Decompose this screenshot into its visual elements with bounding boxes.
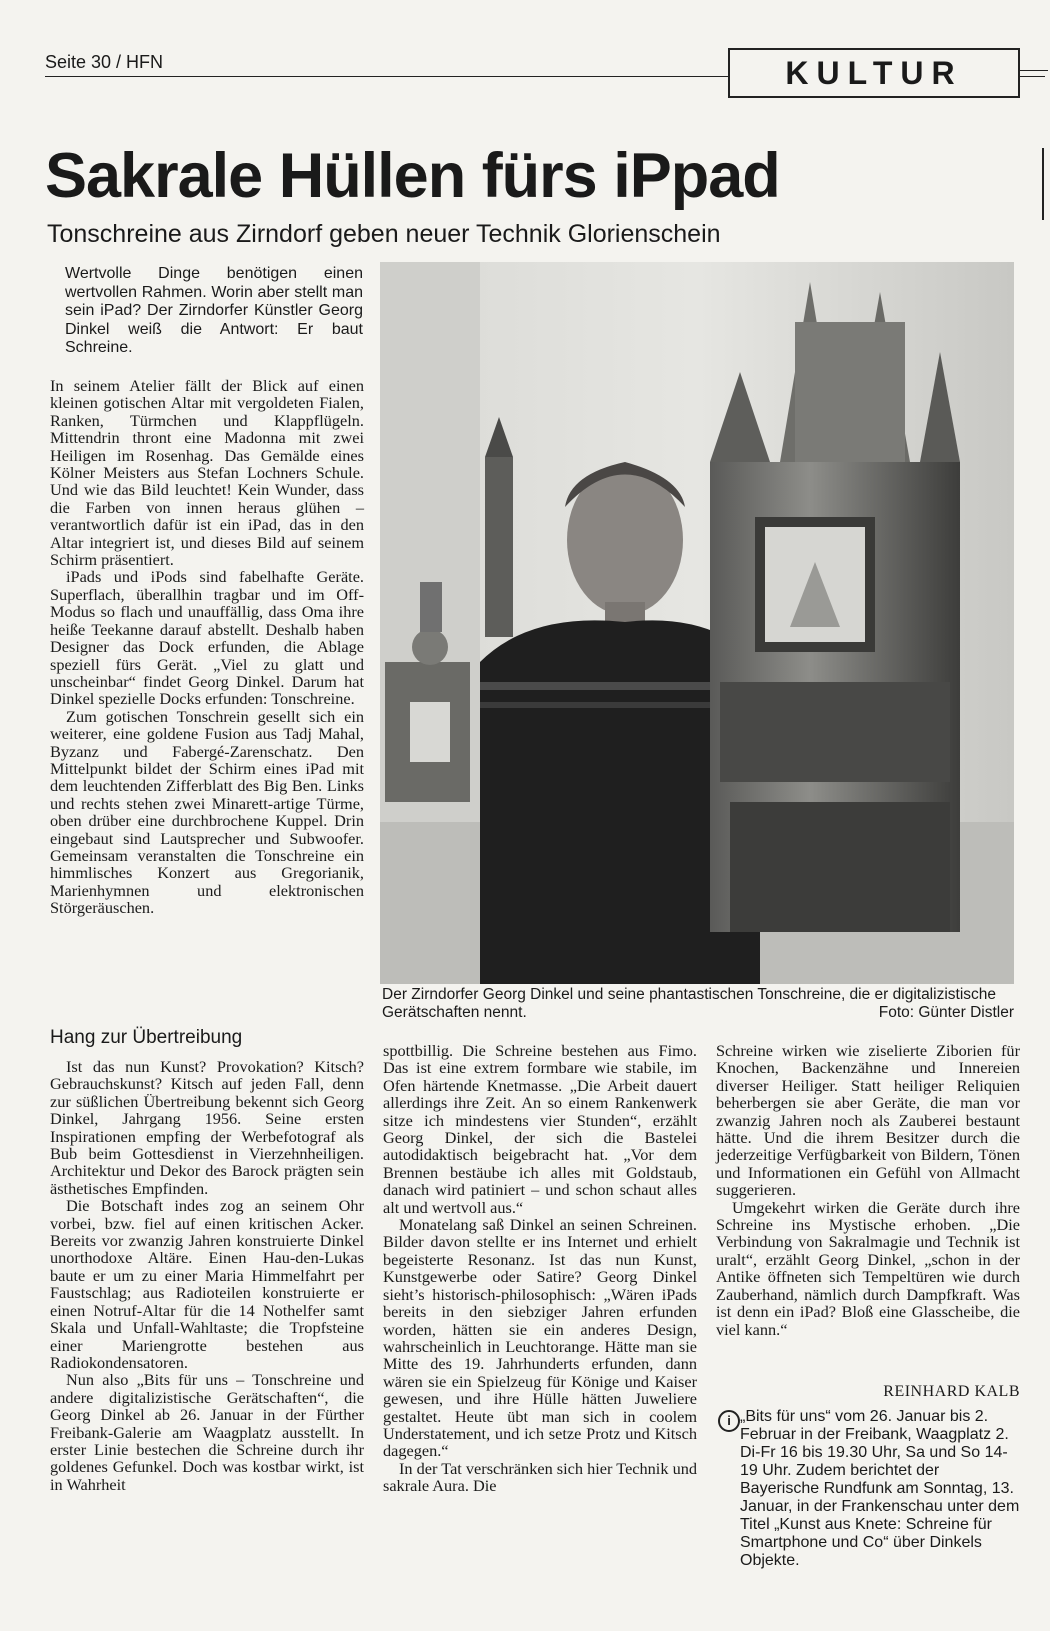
article-photo xyxy=(380,262,1014,984)
subheadline: Tonschreine aus Zirndorf geben neuer Technik Glorienschein xyxy=(47,220,721,248)
column-1-upper xyxy=(50,377,364,917)
column-2 xyxy=(383,1042,697,1495)
column-3 xyxy=(716,1042,1020,1338)
paragraph: Zum gotischen Tonschrein gesellt sich ein weiterer, eine goldene Fusion aus Tadj Mahal, Byzanz und Fabergé-Zarenschatz. Den Mittelpunkt bildet der Schirm eines iPad mit dem leuchtenden Zifferblatt des Big Ben. Links und rechts stehen zwei Minarett-artige Türme, oben drüber eine durchbrochene Kuppel. Drin eingebaut sind Lautsprecher und Subwoofer. Gemeinsam veranstalten die Tonschreine ein himmlisches Konzert aus Gregorianik, Marienhymnen und elektronischen Störgeräuschen. xyxy=(50,706,364,918)
paragraph: iPads und iPods sind fabelhafte Geräte. Superflach, überallhin tragbar und im Off-Modus so flach und unauffällig, dass Oma ihre heiße Teekanne darauf abstellt. Deshalb haben Designer das Dock erfunden, die Ablage speziell fürs Gerät. „Viel zu glatt und unscheinbar“ findet Georg Dinkel. Darum hat Dinkel spezielle Docks erfunden: Tonschreine. xyxy=(50,567,364,709)
lead-paragraph: Wertvolle Dinge benötigen einen wertvollen Rahmen. Worin aber stellt man sein iPad? Der Zirndorfer Künstler Georg Dinkel weiß die Antwort: Er baut Schreine. xyxy=(65,265,363,356)
clock-tower xyxy=(485,457,513,637)
section-label: KULTUR xyxy=(728,48,1020,98)
paragraph: Ist das nun Kunst? Provokation? Kitsch? Gebrauchskunst? Kitsch auf jeden Fall, denn zur süßlichen Übertreibung bekennt sich Georg Dinkel, Jahrgang 1956. Seine ersten Inspirationen empfing der Werbefotograf als Bub beim Gottesdienst in Vierzehnheiligen. Architektur und Dekor des Barock prägten sein ästhetisches Empfinden. xyxy=(50,1057,364,1198)
header-rule-right xyxy=(1016,70,1048,71)
paragraph: In seinem Atelier fällt der Blick auf einen kleinen gotischen Altar mit vergoldeten Fialen, Ranken, Türmchen und Klappflügeln. Mittendrin thront eine Madonna mit zwei Heiligen im Rosenhag. Das Gemälde eines Kölner Meisters aus Stefan Lochners Schule. Und wie das Bild leuchtet! Kein Wunder, dass die Farben von innen heraus glühen – verantwortlich dafür ist ein iPad, das in den Altar integriert ist, und dieses Bild auf seinem Schirm präsentiert. xyxy=(50,376,364,570)
event-info: „Bits für uns“ vom 26. Januar bis 2. Februar in der Freibank, Waagplatz 2. Di-Fr 16 bis 19.30 Uhr, Sa und So 14-19 Uhr. Zudem berichtet der Bayerische Rundfunk am Sonntag, 13. Januar, in der Frankenschau unter dem Titel „Kunst aus Knete: Schreine für Smartphone und Co“ über Dinkels Objekte. xyxy=(740,1408,1020,1569)
paragraph: Die Botschaft indes zog an seinem Ohr vorbei, bzw. fiel auf einen kritischen Acker. Bereits vor zwanzig Jahren konstruierte Dinkel unorthodoxe Altäre. Einen Hau-den-Lukas baute er um zu einer Maria Himmelfahrt per Faustschlag; aus Radioteilen konstruierte er einen Notruf-Altar für die 14 Nothelfer samt Skala und Unfall-Wahltaste; die Tropfsteine einer Mariengrotte bestehen aus Radiokondensatoren. xyxy=(50,1196,364,1372)
paragraph: Schreine wirken wie ziselierte Ziborien für Knochen, Backenzähne und Innereien diverser Heiliger. Statt heiliger Reliquien beherbergen sie aber Geräte, die man vor zwanzig Jahren noch als Zauberei bestaunt hätte. Und die ihrem Besitzer durch die jederzeitige Verfügbarkeit von Bildern, Tönen und Informationen ein Gefühl von Allmacht suggerieren. xyxy=(716,1041,1020,1200)
headline: Sakrale Hüllen fürs iPpad xyxy=(45,141,780,211)
paragraph: In der Tat verschränken sich hier Technik und sakrale Aura. Die xyxy=(383,1458,697,1496)
paragraph: Monatelang saß Dinkel an seinen Schreinen. Bilder davon stellte er ins Internet und erhielt begeisterte Resonanz. Ist das nun Kunst, Kunstgewerbe oder Satire? Georg Dinkel sieht’s historisch-philosophisch: „Wären iPads bereits in den siebziger Jahren erfunden worden, hätten sie ein anderes Design, wahrscheinlich in Leuchtorange. Hätte man sie Mitte des 19. Jahrhunderts erfunden, dann wären sie ein Spielzeug für Könige und Kaiser gewesen, und ihre Hülle hätten Juweliere gestaltet. Heute übt man sich in coolem Understatement, und ich setze Protz und Kitsch dagegen.“ xyxy=(383,1215,697,1461)
paragraph: spottbillig. Die Schreine bestehen aus Fimo. Das ist eine extrem formbare wie stabile, im Ofen härtende Knetmasse. „Die Arbeit dauert allerdings ihre Zeit. An so einem Rankenwerk sitze ich mindestens vier Stunden“, erzählt Georg Dinkel, der sich die Bastelei autodidaktisch beigebracht hat. „Vor dem Brennen bestäube ich alles mit Goldstaub, danach wird patiniert – und schon schaut alles alt und wertvoll aus.“ xyxy=(383,1041,697,1217)
photo-credit: Foto: Günter Distler xyxy=(878,1004,1014,1021)
info-icon: i xyxy=(718,1410,740,1432)
author-byline: REINHARD KALB xyxy=(883,1383,1020,1400)
photo-caption: Der Zirndorfer Georg Dinkel und seine phantastischen Tonschreine, die er digitalizistische Gerätschaften nennt. xyxy=(382,986,997,1021)
page-label: Seite 30 / HFN xyxy=(45,52,164,72)
adjacent-column-rule xyxy=(1042,148,1044,220)
column-1-lower xyxy=(50,1058,364,1493)
paragraph: Nun also „Bits für uns – Tonschreine und andere digitalizistische Gerätschaften“, die Georg Dinkel ab 26. Januar in der Fürther Freibank-Galerie am Waagplatz ausstellt. In erster Linie bestechen die Schreine durch ihr goldenes Gefunkel. Doch was kostbar wirkt, ist in Wahrheit xyxy=(50,1370,364,1494)
subhead: Hang zur Übertreibung xyxy=(50,1027,243,1048)
paragraph: Umgekehrt wirken die Geräte durch ihre Schreine ins Mystische erhoben. „Die Verbindung von Sakralmagie und Technik ist uralt“, erzählt Georg Dinkel, „schon in der Antike öffneten sich Tempeltüren wie durch Zauberhand, nämlich durch Dampfkraft. Was ist denn ein iPad? Bloß eine Glasscheibe, die viel kann.“ xyxy=(716,1197,1020,1339)
